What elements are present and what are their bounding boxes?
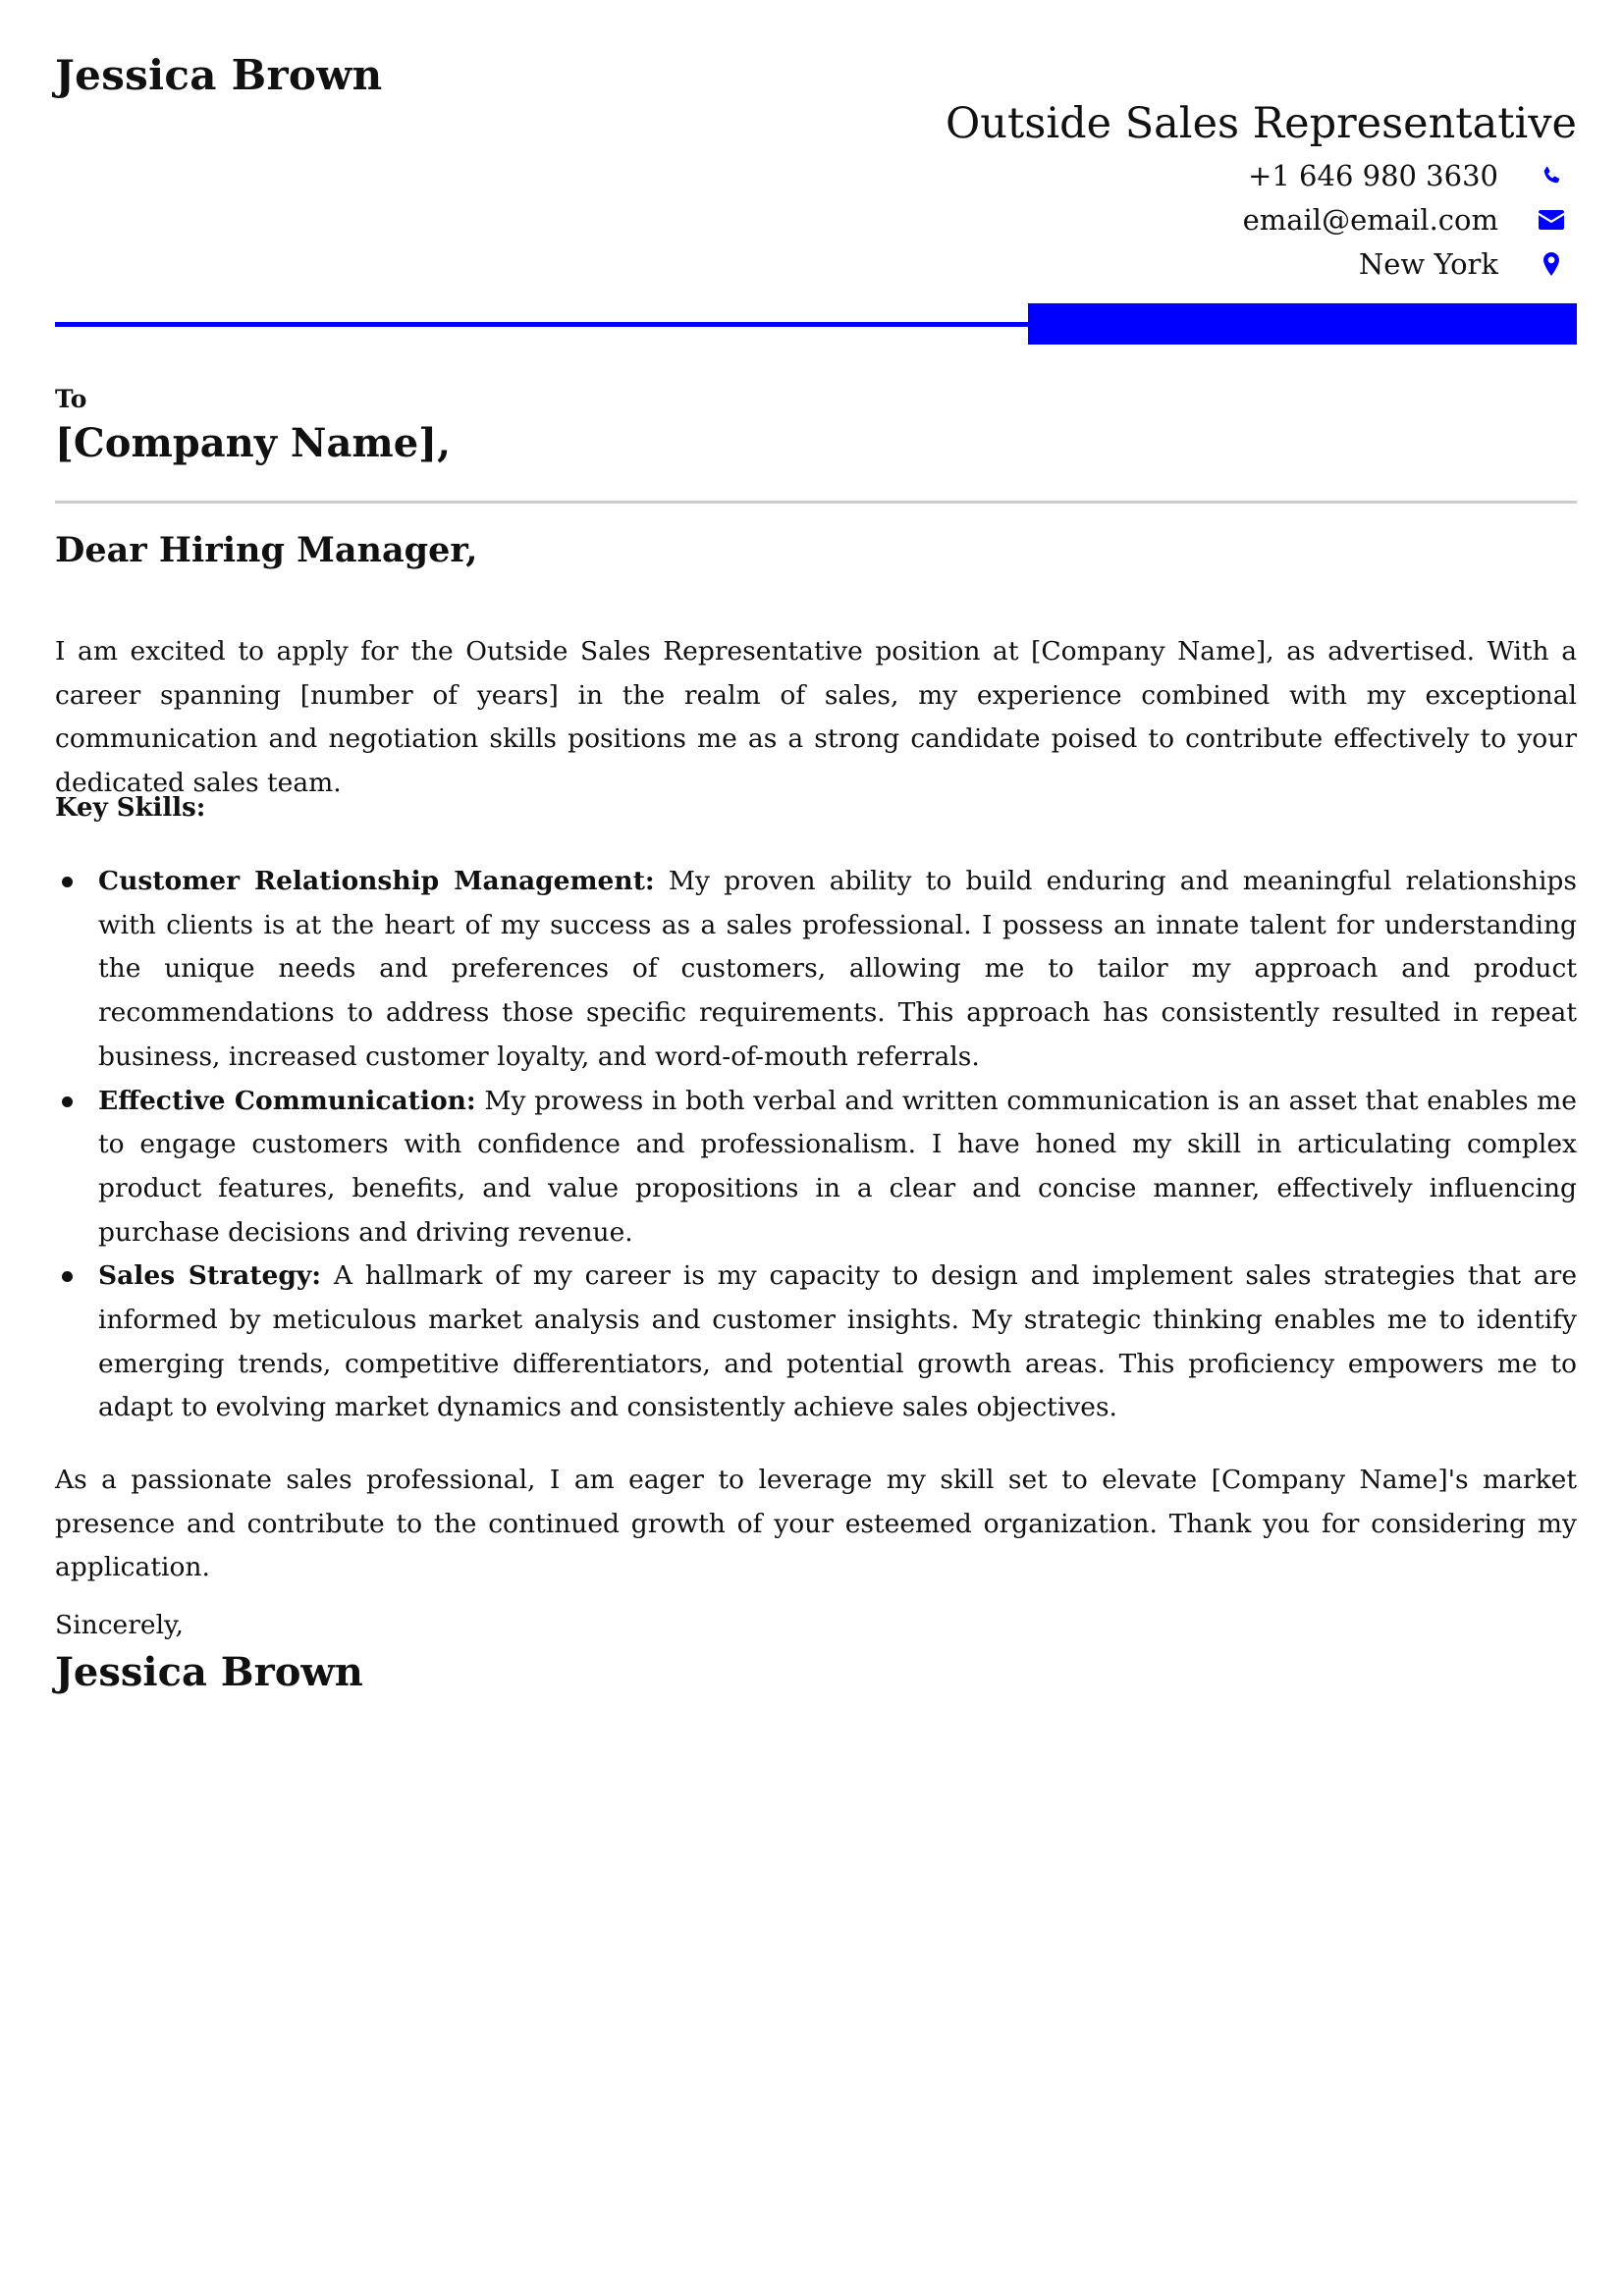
skill-description: My prowess in both verbal and written communication is an asset that enables me to engage customers with confidence and professionalism. I have honed my skill in articulating complex product features, benefits, and value propositions in a clear and concise manner, effectively influencing purchase decisions and driving revenue. [98,1085,1577,1248]
bullet-icon [62,877,73,887]
phone-text: +1 646 980 3630 [1248,158,1498,192]
closing-paragraph: As a passionate sales professional, I am eager to leverage my skill set to elevate [Company Name]'s market presence and contribute to the continued growth of your esteemed organization. Thank you for considering my application. [55,1465,1577,1583]
list-item [55,860,1577,1080]
skill-name: Sales Strategy: [98,1260,322,1292]
bullet-icon [62,1096,73,1107]
envelope-icon [1538,206,1565,234]
company-name: [Company Name], [55,420,452,466]
section-divider [55,501,1577,504]
to-label: To [55,385,87,413]
phone-icon [1538,162,1565,189]
skills-list [55,860,1577,1430]
map-marker-icon [1538,250,1565,278]
contact-location-row [946,241,1577,286]
skill-description: A hallmark of my career is my capacity to design and implement sales strategies that are informed by meticulous market analysis and customer insights. My strategic thinking enables me to identify emerging trends, competitive differentiators, and potential growth areas. This proficiency empowers me to adapt to evolving market dynamics and consistently achieve sales objectives. [98,1260,1577,1423]
signature-name: Jessica Brown [55,1649,363,1695]
list-item [55,1255,1577,1430]
skill-name: Effective Communication: [98,1085,476,1116]
email-text: email@email.com [1242,202,1498,237]
key-skills-heading: Key Skills: [55,793,206,823]
salutation: Dear Hiring Manager, [55,530,478,570]
contact-email-row [946,197,1577,241]
location-text: New York [1358,246,1498,281]
intro-paragraph: I am excited to apply for the Outside Sales Representative position at [Company Name], as advertised. With a career spanning [number of years] in the realm of sales, my experience combined with my exceptional communication and negotiation skills positions me as a strong candidate poised to contribute effectively to your dedicated sales team. [55,636,1577,799]
accent-block [1028,303,1577,345]
sign-off: Sincerely, [55,1610,184,1640]
accent-line [55,322,1029,327]
header-contact-block [946,94,1577,286]
skill-name: Customer Relationship Management: [98,866,655,896]
bullet-icon [62,1271,73,1282]
list-item [55,1080,1577,1255]
contact-phone-row [946,153,1577,197]
job-title: Outside Sales Representative [946,99,1577,148]
header-accent-rule [55,303,1577,345]
applicant-name-header: Jessica Brown [55,51,383,99]
skill-description: My proven ability to build enduring and meaningful relationships with clients is at the heart of my success as a sales professional. I possess an innate talent for understanding the unique needs and preferences of customers, allowing me to tailor my approach and product recommendations to address those specific requirements. This approach has consistently resulted in repeat business, increased customer loyalty, and word-of-mouth referrals. [98,866,1577,1072]
